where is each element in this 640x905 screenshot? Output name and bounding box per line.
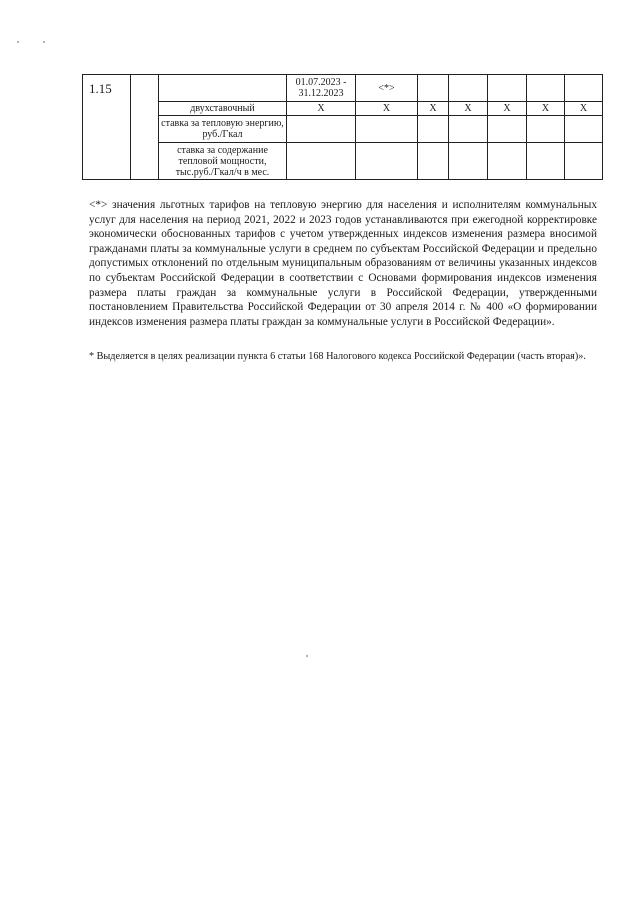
table-cell <box>159 75 287 102</box>
table-row <box>83 143 603 180</box>
table-cell <box>488 143 527 180</box>
table-row <box>83 102 603 116</box>
row-number: 1.15 <box>83 75 131 180</box>
scan-speck <box>17 41 19 43</box>
x-mark-cell: X <box>418 102 449 116</box>
x-mark-cell: X <box>565 102 603 116</box>
table-cell <box>488 75 527 102</box>
x-mark-cell: X <box>449 102 488 116</box>
table-row <box>83 116 603 143</box>
tariff-table <box>82 74 603 180</box>
table-cell <box>449 116 488 143</box>
x-mark-cell: X <box>356 102 418 116</box>
scan-speck <box>43 41 45 43</box>
table-cell <box>418 75 449 102</box>
x-mark-cell: X <box>527 102 565 116</box>
table-cell <box>418 143 449 180</box>
table-cell <box>527 116 565 143</box>
table-cell <box>527 143 565 180</box>
table-cell <box>449 75 488 102</box>
tax-code-note: * Выделяется в целях реализации пункта 6 статьи 168 Налогового кодекса Российской Федерации (часть вторая)». <box>89 351 586 362</box>
tariff-footnote: <*> значения льготных тарифов на тепловую энергию для населения и исполнителям коммунальных услуг для населения на период 2021, 2022 и 2023 годов устанавливаются при ежегодной корректировке экономически обоснованных тарифов с учетом утвержденных индексов изменения размера вносимой гражданами платы за коммунальные услуги в среднем по субъектам Российской Федерации и предельно допустимых отклонений по отдельным муниципальным образованиям от величины указанных индексов по субъектам Российской Федерации в соответствии с Основами формирования индексов изменения размера платы граждан за коммунальные услуги в Российской Федерации, утвержденными постановлением Правительства Российской Федерации от 30 апреля 2014 г. № 400 «О формировании индексов изменения размера платы граждан за коммунальные услуги в Российской Федерации». <box>89 199 597 328</box>
period-mark-cell: <*> <box>356 75 418 102</box>
table-cell <box>418 116 449 143</box>
capacity-rate-label: ставка за содержание тепловой мощности, тыс.руб./Гкал/ч в мес. <box>159 143 287 180</box>
x-mark-cell: X <box>287 102 356 116</box>
table-cell <box>356 116 418 143</box>
heat-rate-label: ставка за тепловую энергию, руб./Гкал <box>159 116 287 143</box>
table-cell <box>565 75 603 102</box>
scan-speck <box>306 655 308 657</box>
table-cell <box>488 116 527 143</box>
table-cell <box>131 75 159 180</box>
rate-type-cell: двухставочный <box>159 102 287 116</box>
x-mark-cell: X <box>488 102 527 116</box>
table-row <box>83 75 603 102</box>
table-cell <box>565 116 603 143</box>
table-cell <box>287 116 356 143</box>
table-cell <box>287 143 356 180</box>
table-cell <box>356 143 418 180</box>
table-cell <box>565 143 603 180</box>
table-cell <box>449 143 488 180</box>
period-cell: 01.07.2023 - 31.12.2023 <box>287 75 356 102</box>
table-cell <box>527 75 565 102</box>
